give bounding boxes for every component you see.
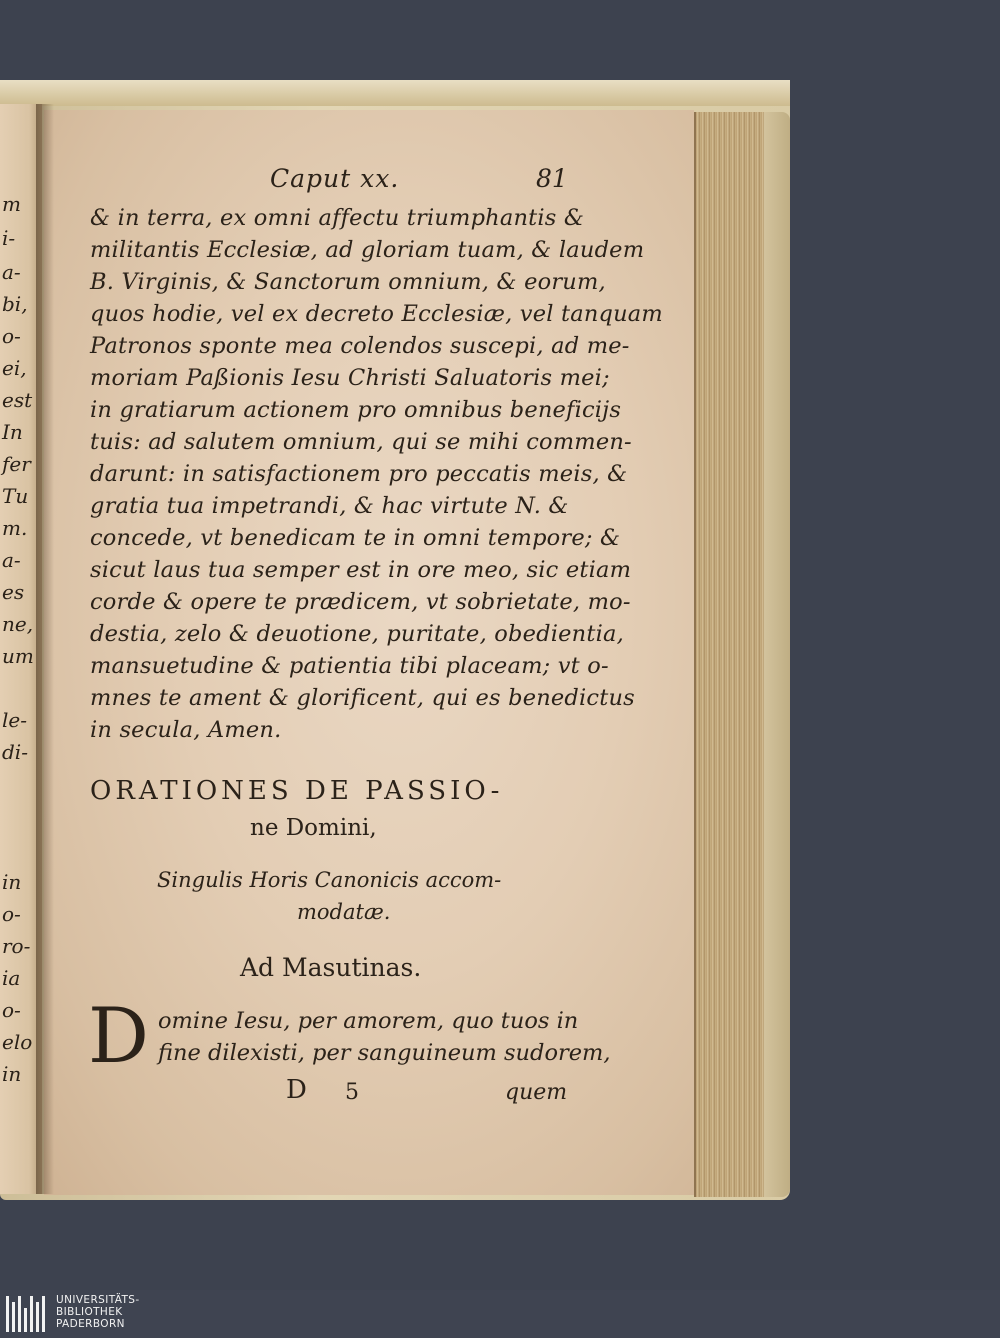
- page-number: 81: [536, 164, 568, 193]
- body-line: quos hodie, vel ex decreto Ecclesiæ, vel tanquam: [90, 301, 663, 327]
- left-fragment: fer: [2, 452, 31, 476]
- body-line: mansuetudine & patientia tibi placeam; vt o-: [90, 653, 609, 679]
- signature-mark: D: [286, 1075, 307, 1105]
- left-fragment: um: [2, 644, 34, 668]
- left-fragment: a-: [2, 548, 21, 572]
- subsection-title: Ad Masutinas.: [240, 953, 422, 982]
- body-line: & in terra, ex omni affectu triumphantis &: [90, 205, 585, 231]
- gutter-shadow: [36, 104, 54, 1194]
- subtitle-line: Singulis Horis Canonicis accom-: [157, 868, 502, 892]
- left-fragment: elo: [2, 1030, 33, 1054]
- cover-edge: [764, 112, 790, 1197]
- left-fragment: i-: [2, 226, 16, 250]
- left-fragment: ei,: [2, 356, 27, 380]
- library-logo-text: [56, 1294, 140, 1330]
- body-line: destia, zelo & deuotione, puritate, obedientia,: [90, 621, 624, 647]
- cover-top-edge: [0, 80, 790, 106]
- left-fragment: ne,: [2, 612, 34, 636]
- left-fragment: In: [2, 420, 23, 444]
- body-line: corde & opere te prædicem, vt sobrietate, mo-: [90, 589, 631, 615]
- body-line: concede, vt benedicam te in omni tempore; &: [90, 525, 621, 551]
- page-edges: [694, 112, 766, 1197]
- body-line: omine Iesu, per amorem, quo tuos in: [158, 1008, 579, 1034]
- body-line: Patronos sponte mea colendos suscepi, ad me-: [90, 333, 630, 359]
- left-fragment: le-: [2, 708, 27, 732]
- left-fragment: Tu: [2, 484, 29, 508]
- signature-number: 5: [345, 1080, 359, 1105]
- logo-line: BIBLIOTHEK: [56, 1306, 123, 1318]
- left-fragment: in: [2, 870, 22, 894]
- body-line: mnes te ament & glorificent, qui es benedictus: [90, 685, 635, 711]
- body-line: militantis Ecclesiæ, ad gloriam tuam, & laudem: [90, 237, 645, 263]
- body-line: tuis: ad salutem omnium, qui se mihi commen-: [90, 429, 632, 455]
- section-heading: ORATIONES DE PASSIO-: [90, 776, 504, 806]
- left-fragment: m: [2, 192, 21, 216]
- left-fragment: di-: [2, 740, 28, 764]
- body-line: sicut laus tua semper est in ore meo, sic etiam: [90, 557, 632, 583]
- body-line: B. Virginis, & Sanctorum omnium, & eorum,: [90, 269, 606, 295]
- logo-line: PADERBORN: [56, 1318, 125, 1330]
- section-heading-continued: ne Domini,: [250, 815, 377, 841]
- footer-bar: [0, 1290, 1000, 1338]
- body-line: fine dilexisti, per sanguineum sudorem,: [158, 1040, 611, 1066]
- body-line: darunt: in satisfactionem pro peccatis meis, &: [90, 461, 628, 487]
- library-logo-icon: [6, 1296, 48, 1332]
- left-fragment: a-: [2, 260, 21, 284]
- left-fragment: in: [2, 1062, 22, 1086]
- left-fragment: bi,: [2, 292, 28, 316]
- body-line: gratia tua impetrandi, & hac virtute N. &: [90, 493, 569, 519]
- catchword: quem: [505, 1080, 568, 1105]
- running-header: Caput xx.: [270, 164, 400, 193]
- body-line: moriam Paßionis Iesu Christi Saluatoris mei;: [90, 365, 610, 391]
- drop-cap: D: [88, 991, 149, 1080]
- left-fragment: o-: [2, 998, 21, 1022]
- logo-line: UNIVERSITÄTS-: [56, 1294, 140, 1306]
- subtitle-line: modatæ.: [297, 900, 391, 924]
- left-fragment: es: [2, 580, 25, 604]
- left-fragment: ia: [2, 966, 21, 990]
- left-fragment: m.: [2, 516, 28, 540]
- left-fragment: est: [2, 388, 33, 412]
- left-fragment: o-: [2, 324, 21, 348]
- body-line: in gratiarum actionem pro omnibus beneficijs: [90, 397, 622, 423]
- body-line: in secula, Amen.: [90, 717, 282, 743]
- left-fragment: o-: [2, 902, 21, 926]
- left-fragment: ro-: [2, 934, 31, 958]
